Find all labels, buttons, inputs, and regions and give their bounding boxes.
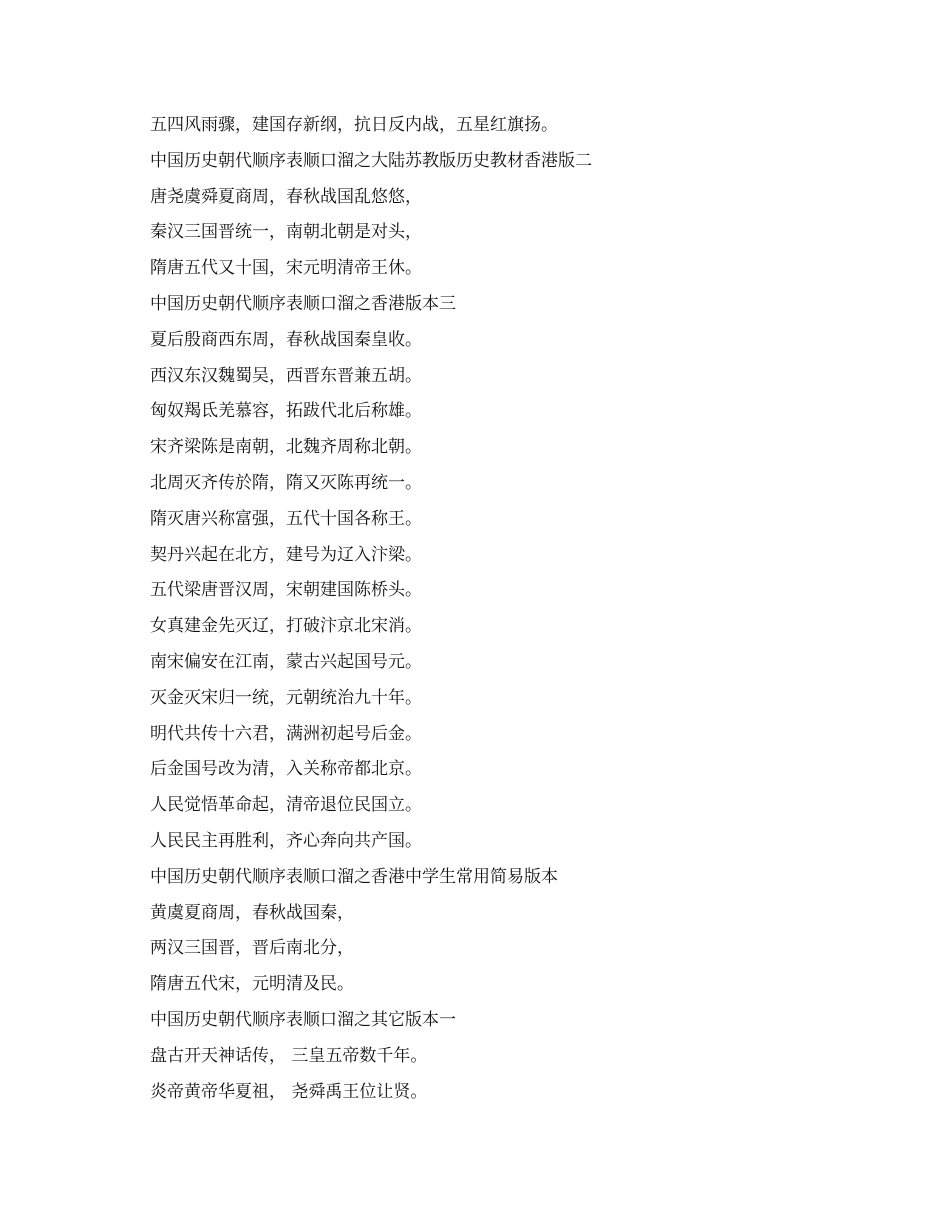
document-text [150, 108, 890, 1110]
text-line: 夏后殷商西东周，春秋战国秦皇收。 [150, 329, 422, 350]
text-line: 人民民主再胜利，齐心奔向共产国。 [150, 830, 422, 851]
text-line: 南宋偏安在江南，蒙古兴起国号元。 [150, 651, 422, 672]
text-line: 西汉东汉魏蜀吴，西晋东晋兼五胡。 [150, 365, 422, 386]
text-line: 五代梁唐晋汉周，宋朝建国陈桥头。 [150, 580, 422, 601]
text-line: 匈奴羯氐羌慕容，拓跋代北后称雄。 [150, 401, 422, 422]
section-heading: 中国历史朝代顺序表顺口溜之其它版本一 [150, 1009, 456, 1030]
text-line: 两汉三国晋，晋后南北分， [150, 938, 354, 959]
text-line: 宋齐梁陈是南朝，北魏齐周称北朝。 [150, 437, 422, 458]
text-line: 黄虞夏商周，春秋战国秦， [150, 902, 354, 923]
section-heading: 中国历史朝代顺序表顺口溜之香港版本三 [150, 293, 456, 314]
text-line: 炎帝黄帝华夏祖， 尧舜禹王位让贤。 [150, 1081, 428, 1102]
text-line: 盘古开天神话传， 三皇五帝数千年。 [150, 1045, 428, 1066]
text-line: 后金国号改为清，入关称帝都北京。 [150, 759, 422, 780]
text-line: 隋灭唐兴称富强，五代十国各称王。 [150, 508, 422, 529]
section-heading: 中国历史朝代顺序表顺口溜之大陆苏教版历史教材香港版二 [150, 150, 592, 171]
text-line: 明代共传十六君，满洲初起号后金。 [150, 723, 422, 744]
text-line: 唐尧虞舜夏商周，春秋战国乱悠悠， [150, 186, 422, 207]
text-line: 五四风雨骤，建国存新纲，抗日反内战，五星红旗扬。 [150, 115, 558, 135]
section-heading: 中国历史朝代顺序表顺口溜之香港中学生常用简易版本 [150, 866, 558, 887]
text-line: 契丹兴起在北方，建号为辽入汴梁。 [150, 544, 422, 565]
text-line: 灭金灭宋归一统，元朝统治九十年。 [150, 687, 422, 708]
text-line: 女真建金先灭辽，打破汴京北宋消。 [150, 616, 422, 637]
text-line: 隋唐五代又十国，宋元明清帝王休。 [150, 258, 422, 279]
text-line: 人民觉悟革命起，清帝退位民国立。 [150, 795, 422, 816]
text-line: 秦汉三国晋统一，南朝北朝是对头， [150, 222, 422, 243]
text-line: 隋唐五代宋，元明清及民。 [150, 974, 354, 995]
text-line: 北周灭齐传於隋，隋又灭陈再统一。 [150, 472, 422, 493]
